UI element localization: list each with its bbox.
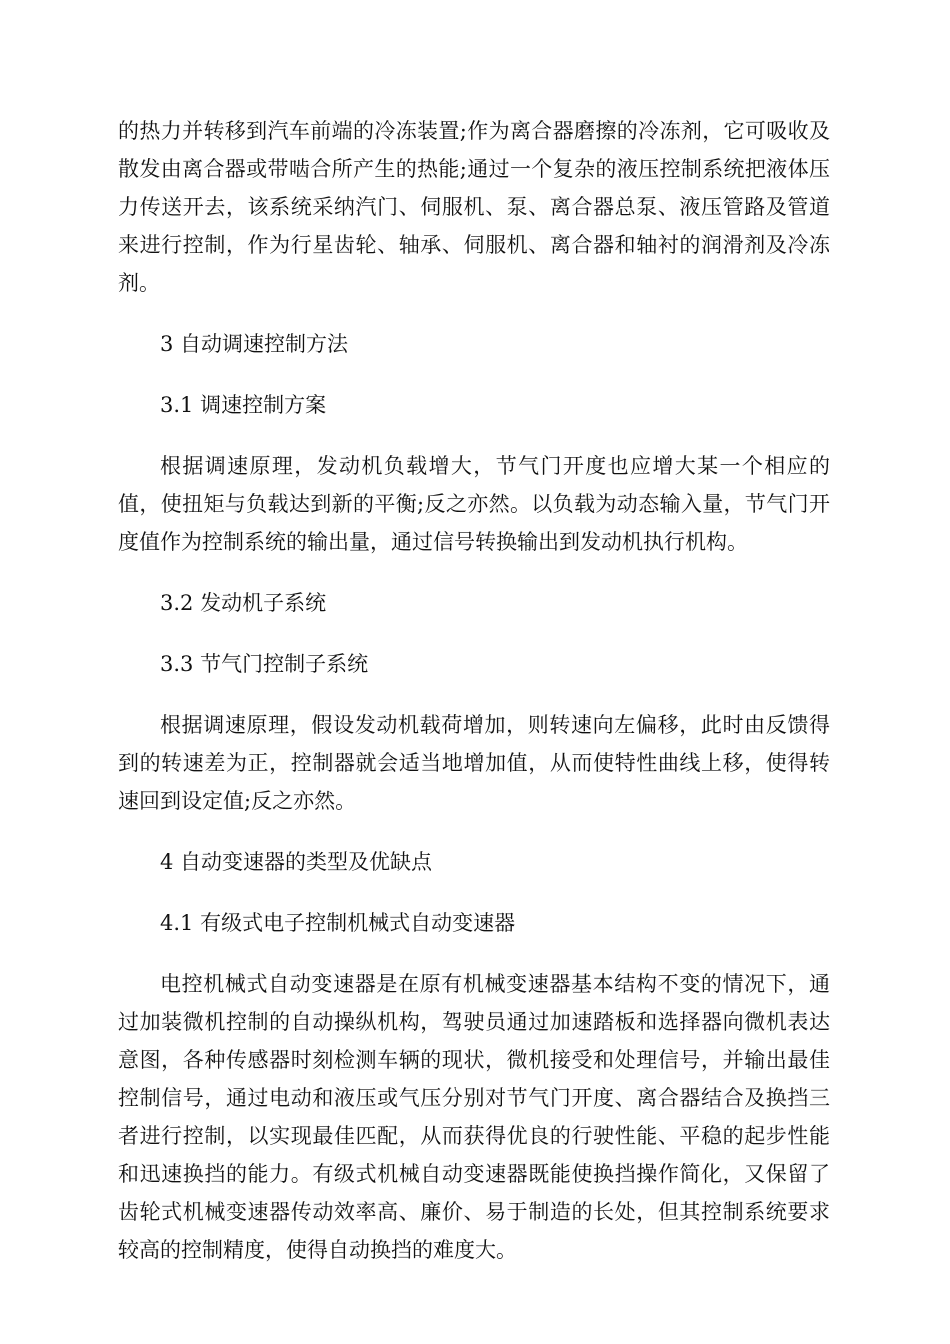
heading-section-3-2: 3.2 发动机子系统	[160, 591, 327, 615]
paragraph-cooling-lubrication: 的热力并转移到汽车前端的冷冻装置;作为离合器磨擦的冷冻剂，它可吸收及散发由离合器或带啮合所产生的热能;通过一个复杂的液压控制系统把液体压力传送开去，该系统采纳汽门、伺服机、泵、离合器总泵、液压管路及管道来进行控制，作为行星齿轮、轴承、伺服机、离合器和轴衬的润滑剂及冷冻剂。	[118, 119, 830, 295]
heading-section-4: 4 自动变速器的类型及优缺点	[160, 850, 433, 874]
heading-section-3-3: 3.3 节气门控制子系统	[160, 652, 369, 676]
paragraph-throttle-control: 根据调速原理，假设发动机载荷增加，则转速向左偏移，此时由反馈得到的转速差为正，控制器就会适当地增加值，从而使特性曲线上移，使得转速回到设定值;反之亦然。	[118, 713, 830, 813]
paragraph-amt-description: 电控机械式自动变速器是在原有机械变速器基本结构不变的情况下，通过加装微机控制的自动操纵机构，驾驶员通过加速踏板和选择器向微机表达意图，各种传感器时刻检测车辆的现状，微机接受和处理信号，并输出最佳控制信号，通过电动和液压或气压分别对节气门开度、离合器结合及换挡三者进行控制，以实现最佳匹配，从而获得优良的行驶性能、平稳的起步性能和迅速换挡的能力。有级式机械自动变速器既能使换挡操作简化，又保留了齿轮式机械变速器传动效率高、廉价、易于制造的长处，但其控制系统要求较高的控制精度，使得自动换挡的难度大。	[118, 972, 830, 1262]
heading-section-4-1: 4.1 有级式电子控制机械式自动变速器	[160, 911, 516, 935]
document-body	[118, 112, 830, 1292]
paragraph-speed-control-scheme: 根据调速原理，发动机负载增大，节气门开度也应增大某一个相应的值，使扭矩与负载达到新的平衡;反之亦然。以负载为动态输入量，节气门开度值作为控制系统的输出量，通过信号转换输出到发动机执行机构。	[118, 454, 830, 554]
heading-section-3: 3 自动调速控制方法	[160, 332, 349, 356]
heading-section-3-1: 3.1 调速控制方案	[160, 393, 327, 417]
